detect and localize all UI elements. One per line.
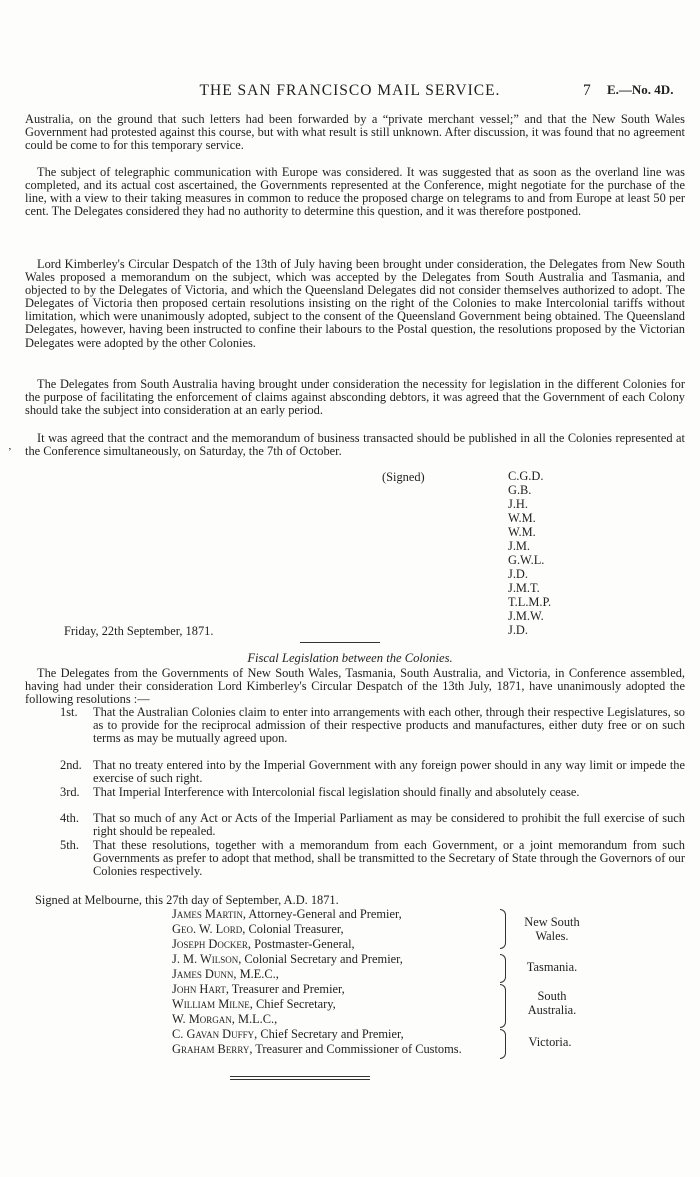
signatory-role: , Colonial Treasurer, — [242, 922, 344, 936]
resolution-item — [60, 812, 685, 838]
colony-tasmania: Tasmania. — [526, 960, 578, 974]
signatory — [172, 937, 355, 952]
signatory — [172, 967, 279, 982]
brace-tasmania — [500, 954, 506, 983]
colony-nsw-line1: New South — [524, 915, 580, 929]
resolution-text: That so much of any Act or Acts of the Imperial Parliament as may be considered to prohibit the full exercise of such right should be repealed. — [93, 811, 685, 839]
signed-at-line: Signed at Melbourne, this 27th day of September, A.D. 1871. — [35, 893, 339, 907]
initials-item: W.M. — [508, 511, 536, 525]
signatory-role: , Treasurer and Commissioner of Customs. — [249, 1042, 462, 1056]
initials-item: G.B. — [508, 483, 532, 497]
signatory — [172, 997, 336, 1012]
signatory-name: William Milne — [172, 997, 250, 1011]
signatory-name: Geo. W. Lord — [172, 922, 243, 936]
resolution-item — [60, 839, 685, 878]
section-title: Fiscal Legislation between the Colonies. — [247, 651, 453, 665]
signed-label: (Signed) — [382, 470, 425, 484]
page-number: 7 — [583, 82, 591, 99]
initials-item: T.L.M.P. — [508, 595, 552, 609]
colony-sa-line1: South — [537, 989, 567, 1003]
signatory-role: , Chief Secretary and Premier, — [254, 1027, 404, 1041]
resolution-item — [60, 786, 685, 799]
signatory — [172, 952, 403, 967]
signatory-role: , M.E.C., — [233, 967, 279, 981]
initials-item: W.M. — [508, 525, 536, 539]
paragraph-5: It was agreed that the contract and the memorandum of business transacted should be published in all the Colonies represented at the Conference simultaneously, on Saturday, the 7th of October. — [25, 431, 685, 459]
brace-south-australia — [500, 984, 506, 1028]
signatory — [172, 1027, 404, 1042]
resolution-item — [60, 759, 685, 785]
paragraph-3: Lord Kimberley's Circular Despatch of the 13th of July having been brought under consideration, the Delegates from New South Wales proposed a memorandum on the subject, which was accepted by the Delegates from South Australia and Tasmania, and objected to by the Delegates of Victoria, and which the Queensland Delegates did not consider themselves authorized to adopt. The Delegates of Victoria then proposed certain resolutions insisting on the right of the Colonies to make Intercolonial tariffs without limitation, which were unanimously adopted, subject to the consent of the Queensland Government being obtained. The Queensland Delegates, however, having been instructed to confine their labours to the Postal question, the resolutions proposed by the Victorian Delegates were adopted by the other Colonies. — [25, 257, 685, 350]
signatory-name: James Martin — [172, 907, 243, 921]
signatory-role: , Postmaster-General, — [247, 937, 355, 951]
initials-item: J.D. — [508, 623, 528, 637]
colony-south-australia — [512, 990, 592, 1017]
signatory — [172, 982, 345, 997]
signatory — [172, 907, 402, 922]
initials-item: J.H. — [508, 497, 528, 511]
signatory-name: W. Morgan — [172, 1012, 232, 1026]
resolution-number: 2nd. — [60, 758, 82, 772]
resolution-item — [60, 706, 685, 745]
signatory-role: , Treasurer and Premier, — [225, 982, 345, 996]
paragraph-4: The Delegates from South Australia having brought under consideration the necessity for legislation in the different Colonies for the purpose of facilitating the enforcement of claims against absconding debtors, it was agreed that the Government of each Colony should take the subject into consideration at an early period. — [25, 377, 685, 418]
signatory-name: Graham Berry — [172, 1042, 250, 1056]
date-line: Friday, 22th September, 1871. — [64, 624, 214, 638]
initials-item: J.M. — [508, 539, 531, 553]
paragraph-2: The subject of telegraphic communication with Europe was considered. It was suggested that as soon as the overland line was completed, and its actual cost ascertained, the Governments represented at the Conference, might negotiate for the purchase of the line, with a view to their taking measures in common to reduce the proposed charge on telegrams to and from Europe at least 50 per cent. The Delegates considered they had no authority to determine this question, and it was therefore postponed. — [25, 165, 685, 219]
intro-paragraph: The Delegates from the Governments of New South Wales, Tasmania, South Australia, and Victoria, in Conference assembled, having had under their consideration Lord Kimberley's Circular Despatch of the 13th July, 1871, have unanimously adopted the following resolutions :— — [25, 666, 685, 707]
margin-mark: ʼ — [8, 446, 12, 458]
signatory-name: John Hart — [172, 982, 226, 996]
initials-item: J.D. — [508, 567, 528, 581]
signatory-role: , M.L.C., — [231, 1012, 278, 1026]
colony-sa-line2: Australia. — [527, 1002, 577, 1017]
brace-nsw — [500, 909, 506, 949]
document-reference: E.—No. 4D. — [607, 82, 674, 97]
signatory — [172, 1042, 462, 1057]
signatory-name: C. Gavan Duffy — [172, 1027, 255, 1041]
running-head-title: THE SAN FRANCISCO MAIL SERVICE. — [199, 82, 501, 99]
signatory — [172, 1012, 277, 1027]
resolution-text: That no treaty entered into by the Imperial Government with any foreign power should in any way limit or impede the exercise of such right. — [93, 758, 685, 786]
signatory-name: James Dunn — [172, 967, 234, 981]
resolution-text: That Imperial Interference with Intercolonial fiscal legislation should finally and absolutely cease. — [93, 785, 580, 799]
divider-rule-2 — [230, 1079, 370, 1080]
signatory-role: , Attorney-General and Premier, — [242, 907, 402, 921]
signatory-name: J. M. Wilson — [172, 952, 239, 966]
resolution-number: 4th. — [60, 811, 79, 825]
initials-item: J.M.T. — [508, 581, 540, 595]
resolution-text: That the Australian Colonies claim to enter into arrangements with each other, through their respective Legislatures, so as to provide for the reciprocal admission of their respective products and manufactures, either duty free or on such terms as may be mutually agreed upon. — [93, 705, 685, 746]
resolution-text: That these resolutions, together with a memorandum from each Government, or a joint memorandum from such Governments as prefer to adopt that method, shall be transmitted to the Secretary of State through the Governors of our Colonies respectively. — [93, 838, 685, 879]
colony-nsw-line2: Wales. — [535, 928, 569, 943]
signatory-name: Joseph Docker — [172, 937, 248, 951]
signatory-role: , Colonial Secretary and Premier, — [238, 952, 403, 966]
initials-item: J.M.W. — [508, 609, 544, 623]
initials-item: C.G.D. — [508, 469, 544, 483]
paragraph-1: Australia, on the ground that such letters had been forwarded by a “private merchant vessel;” and that the New South Wales Government had protested against this course, but with what result is still unknown. After discussion, it was found that no agreement could be come to for this temporary service. — [25, 112, 685, 153]
resolution-number: 1st. — [60, 705, 78, 719]
signatory — [172, 922, 344, 937]
resolution-number: 5th. — [60, 838, 79, 852]
divider — [300, 642, 380, 643]
resolution-number: 3rd. — [60, 785, 80, 799]
divider-rule-1 — [230, 1076, 370, 1077]
colony-nsw — [512, 916, 592, 943]
brace-victoria — [500, 1029, 506, 1059]
colony-victoria: Victoria. — [528, 1035, 572, 1049]
signatory-role: , Chief Secretary, — [249, 997, 336, 1011]
initials-item: G.W.L. — [508, 553, 545, 567]
